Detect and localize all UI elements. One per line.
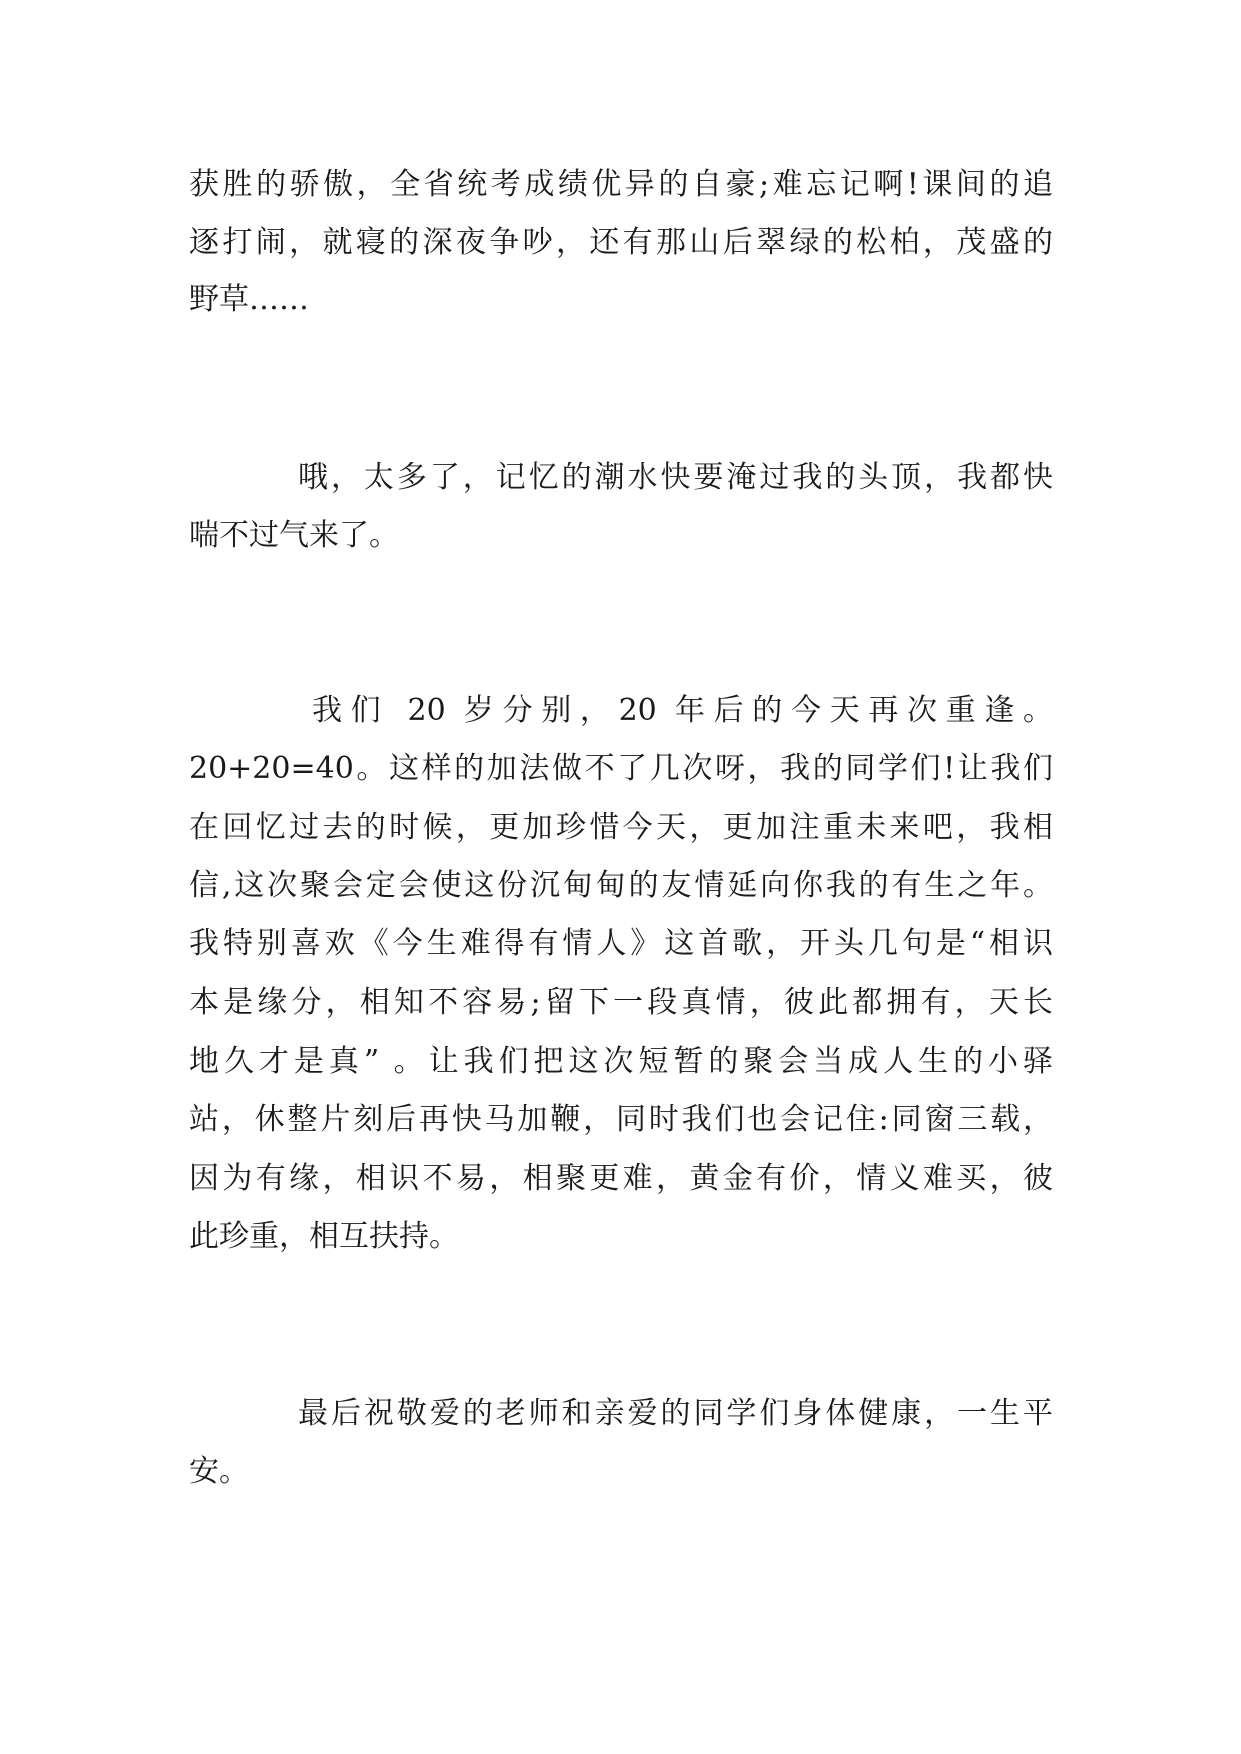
paragraph-3-line-4: 信,这次聚会定会使这份沉甸甸的友情延向你我的有生之年。 (189, 868, 1053, 903)
paragraph-3-line-5: 我特别喜欢《今生难得有情人》这首歌，开头几句是“相识 (189, 926, 1053, 961)
paragraph-3-line-8: 站，休整片刻后再快马加鞭，同时我们也会记住:同窗三载， (189, 1102, 1053, 1137)
paragraph-4-line-1: 最后祝敬爱的老师和亲爱的同学们身体健康，一生平 (298, 1396, 1053, 1431)
paragraph-3-line-6: 本是缘分，相知不容易;留下一段真情，彼此都拥有，天长 (189, 985, 1053, 1020)
paragraph-3-line-3: 在回忆过去的时候，更加珍惜今天，更加注重未来吧，我相 (189, 810, 1053, 845)
paragraph-3-line-1: 我们 20 岁分别，20 年后的今天再次重逢。 (312, 693, 1053, 728)
paragraph-1-line-1: 获胜的骄傲，全省统考成绩优异的自豪;难忘记啊!课间的追 (189, 167, 1053, 202)
paragraph-3-line-2: 20+20=40。这样的加法做不了几次呀，我的同学们!让我们 (189, 751, 1053, 786)
paragraph-2-line-1: 哦，太多了，记忆的潮水快要淹过我的头顶，我都快 (298, 460, 1053, 495)
paragraph-1-line-3: 野草…… (189, 282, 309, 317)
paragraph-1-line-2: 逐打闹，就寝的深夜争吵，还有那山后翠绿的松柏，茂盛的 (189, 225, 1053, 260)
paragraph-3-line-9: 因为有缘，相识不易，相聚更难，黄金有价，情义难买，彼 (189, 1161, 1053, 1196)
paragraph-3-line-7: 地久才是真” 。让我们把这次短暂的聚会当成人生的小驿 (189, 1044, 1053, 1079)
paragraph-4-line-2: 安。 (189, 1454, 249, 1489)
paragraph-3-line-10: 此珍重，相互扶持。 (189, 1219, 459, 1254)
paragraph-2-line-2: 喘不过气来了。 (189, 518, 399, 553)
